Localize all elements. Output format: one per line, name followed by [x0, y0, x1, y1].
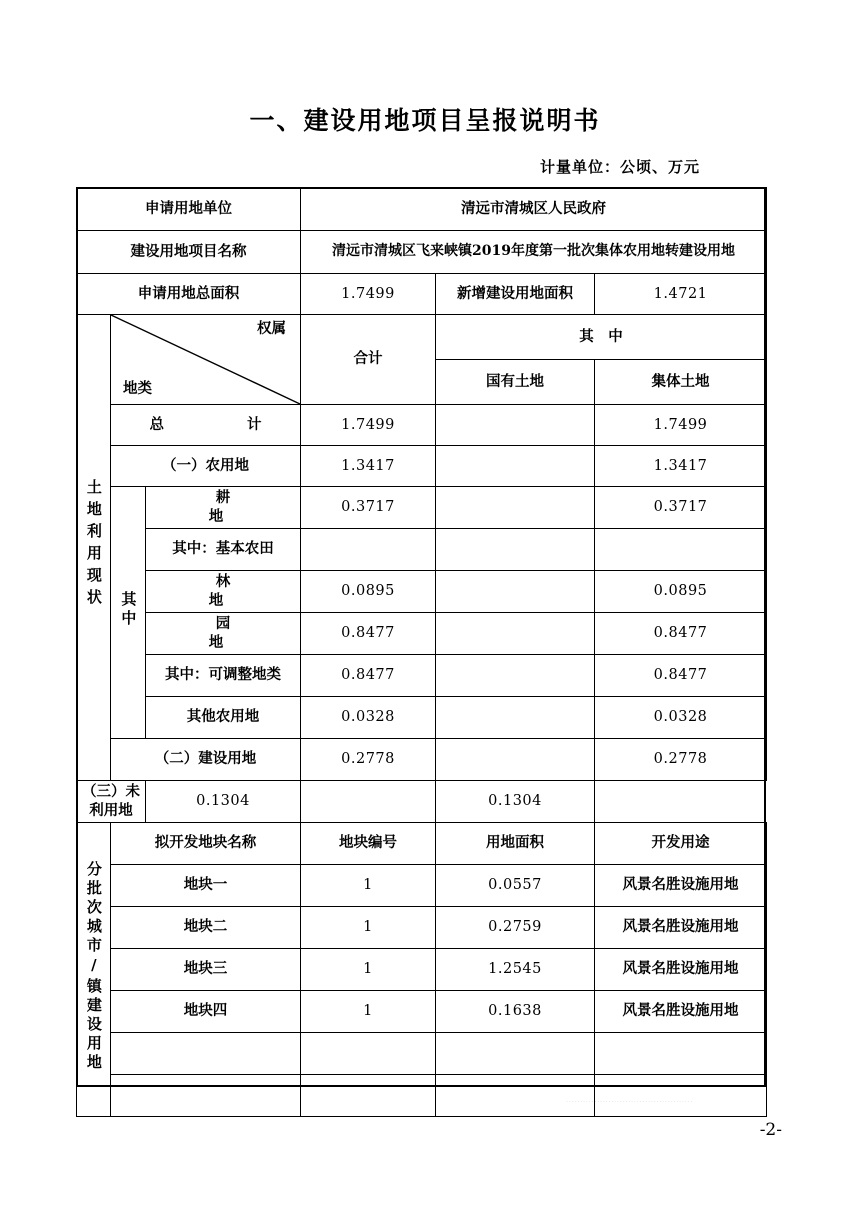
landuse-row-label: 其他农用地: [146, 697, 301, 739]
landuse-row-state-owned: [436, 739, 595, 781]
table-row: [77, 781, 767, 823]
landuse-row-total: 0.8477: [301, 655, 436, 697]
landuse-row-collective: 0.0328: [595, 697, 767, 739]
project-name-value: 清远市清城区飞来峡镇2019年度第一批次集体农用地转建设用地: [301, 231, 767, 274]
parcel-row-code: 1: [301, 907, 436, 949]
landuse-row-label: [146, 613, 330, 655]
landuse-row-state-owned: [436, 487, 595, 529]
table-row: [77, 949, 767, 991]
diagonal-header-landtype-label: 地类: [123, 379, 152, 397]
new-construction-area-value: 1.4721: [595, 274, 767, 315]
landuse-row-collective: 0.8477: [595, 613, 767, 655]
parcel-row-area: 0.2759: [436, 907, 595, 949]
landuse-row-label: [146, 571, 330, 613]
parcel-row-code: [301, 1033, 436, 1075]
parcel-row-area: 1.2545: [436, 949, 595, 991]
landuse-row-state-owned: [436, 529, 595, 571]
landuse-row-label: 其中：可调整地类: [146, 655, 301, 697]
landuse-row-state-owned: [436, 697, 595, 739]
column-header-state-owned: 国有土地: [436, 360, 595, 405]
parcel-row-name: 地块三: [111, 949, 301, 991]
diagonal-header-ownership-label: 权属: [257, 320, 287, 337]
applicant-value: 清远市清城区人民政府: [301, 188, 767, 231]
page-number: -2-: [759, 1120, 782, 1140]
table-row: [77, 446, 767, 487]
landuse-row-collective: [595, 529, 767, 571]
landuse-row-total: 0.2778: [301, 739, 436, 781]
table-row: [77, 907, 767, 949]
landuse-row-state-owned: [436, 613, 595, 655]
landuse-row-label: [146, 487, 330, 529]
landuse-row-total: 0.1304: [146, 781, 301, 823]
measurement-unit-note: 计量单位：公顷、万元: [539, 158, 700, 176]
page-title: 一、建设用地项目呈报说明书: [249, 106, 601, 135]
landuse-row-label: 其中：基本农田: [146, 529, 301, 571]
landuse-row-label: （二）建设用地: [111, 739, 301, 781]
parcel-row-code: [301, 1075, 436, 1117]
landuse-row-total: 0.8477: [301, 613, 436, 655]
table-row-landuse-header-top: [77, 315, 767, 360]
landuse-row-label-text: 总 计: [149, 415, 280, 433]
landuse-row-label-text: 耕 地: [208, 489, 330, 525]
new-construction-area-label: 新增建设用地面积: [436, 274, 595, 315]
parcel-row-area: 0.0557: [436, 865, 595, 907]
total-area-label: 申请用地总面积: [77, 274, 301, 315]
column-header-total: 合计: [301, 315, 436, 405]
parcel-row-name: 地块四: [111, 991, 301, 1033]
table-row-area: [77, 274, 767, 315]
scan-artifact-text: .............................................: [566, 1096, 694, 1104]
landuse-row-collective: 0.8477: [595, 655, 767, 697]
table-row: [77, 865, 767, 907]
parcel-row-name: 地块一: [111, 865, 301, 907]
parcel-row-purpose: 风景名胜设施用地: [595, 907, 767, 949]
landuse-row-state-owned: [301, 781, 436, 823]
parcel-row-code: 1: [301, 865, 436, 907]
parcel-header-purpose: 开发用途: [595, 823, 767, 865]
column-header-group: 其 中: [436, 315, 767, 360]
table-row: [77, 571, 767, 613]
landuse-row-collective: 1.7499: [595, 405, 767, 446]
parcel-row-area: 0.1638: [436, 991, 595, 1033]
landuse-row-collective: 1.3417: [595, 446, 767, 487]
landuse-row-total: 0.0328: [301, 697, 436, 739]
landuse-row-label: [111, 405, 301, 446]
table-row: [77, 655, 767, 697]
parcel-header-code: 地块编号: [301, 823, 436, 865]
parcel-header-area: 用地面积: [436, 823, 595, 865]
parcel-row-code: 1: [301, 949, 436, 991]
applicant-label: 申请用地单位: [77, 188, 301, 231]
parcel-row-purpose: 风景名胜设施用地: [595, 949, 767, 991]
landuse-row-collective: 0.2778: [595, 739, 767, 781]
column-header-collective: 集体土地: [595, 360, 767, 405]
landuse-row-state-owned: [436, 571, 595, 613]
landuse-row-state-owned: [436, 655, 595, 697]
land-application-table: [76, 187, 767, 1117]
table-row: [77, 739, 767, 781]
parcel-row-purpose: [595, 1033, 767, 1075]
table-row-project-name: [77, 231, 767, 274]
parcel-row-code: 1: [301, 991, 436, 1033]
landuse-row-label: （一）农用地: [111, 446, 301, 487]
landuse-row-label: （三）未利用地: [77, 781, 146, 823]
parcel-row-name: [111, 1033, 301, 1075]
parcel-row-purpose: 风景名胜设施用地: [595, 865, 767, 907]
landuse-section-vertical-label: 土地利用现状: [84, 478, 103, 611]
parcel-header-name: 拟开发地块名称: [111, 823, 301, 865]
table-row: [77, 529, 767, 571]
table-row: [77, 991, 767, 1033]
landuse-row-collective: 0.3717: [595, 487, 767, 529]
landuse-row-label-text: 林 地: [208, 573, 330, 609]
landuse-row-collective: 0.1304: [436, 781, 595, 823]
landuse-row-collective: 0.0895: [595, 571, 767, 613]
parcel-section-vertical-label-cell: [77, 823, 111, 1117]
total-area-value: 1.7499: [301, 274, 436, 315]
diagonal-header-cell: [111, 315, 301, 405]
landuse-row-state-owned: [436, 446, 595, 487]
parcel-row-name: 地块二: [111, 907, 301, 949]
landuse-subgroup-vertical-label: 其中: [119, 590, 138, 629]
landuse-section-vertical-label-cell: [77, 315, 111, 781]
table-row: [77, 1033, 767, 1075]
table-row: [77, 697, 767, 739]
table-row: [77, 613, 767, 655]
landuse-subgroup-vertical-label-cell: [111, 487, 146, 739]
landuse-row-total: 1.3417: [301, 446, 436, 487]
table-row-applicant: [77, 188, 767, 231]
landuse-row-total: 0.0895: [301, 571, 436, 613]
landuse-row-state-owned: [436, 405, 595, 446]
project-name-label: 建设用地项目名称: [77, 231, 301, 274]
table-row: [77, 487, 767, 529]
table-row-parcel-header: [77, 823, 767, 865]
table-row: [77, 405, 767, 446]
parcel-row-purpose: 风景名胜设施用地: [595, 991, 767, 1033]
landuse-row-total: 0.3717: [301, 487, 436, 529]
parcel-row-name: [111, 1075, 301, 1117]
parcel-row-area: [436, 1033, 595, 1075]
landuse-row-label-text: 园 地: [208, 615, 330, 651]
landuse-row-total: 1.7499: [301, 405, 436, 446]
landuse-row-total: [301, 529, 436, 571]
parcel-section-vertical-label: 分批次城市/镇建设用地: [84, 860, 103, 1073]
